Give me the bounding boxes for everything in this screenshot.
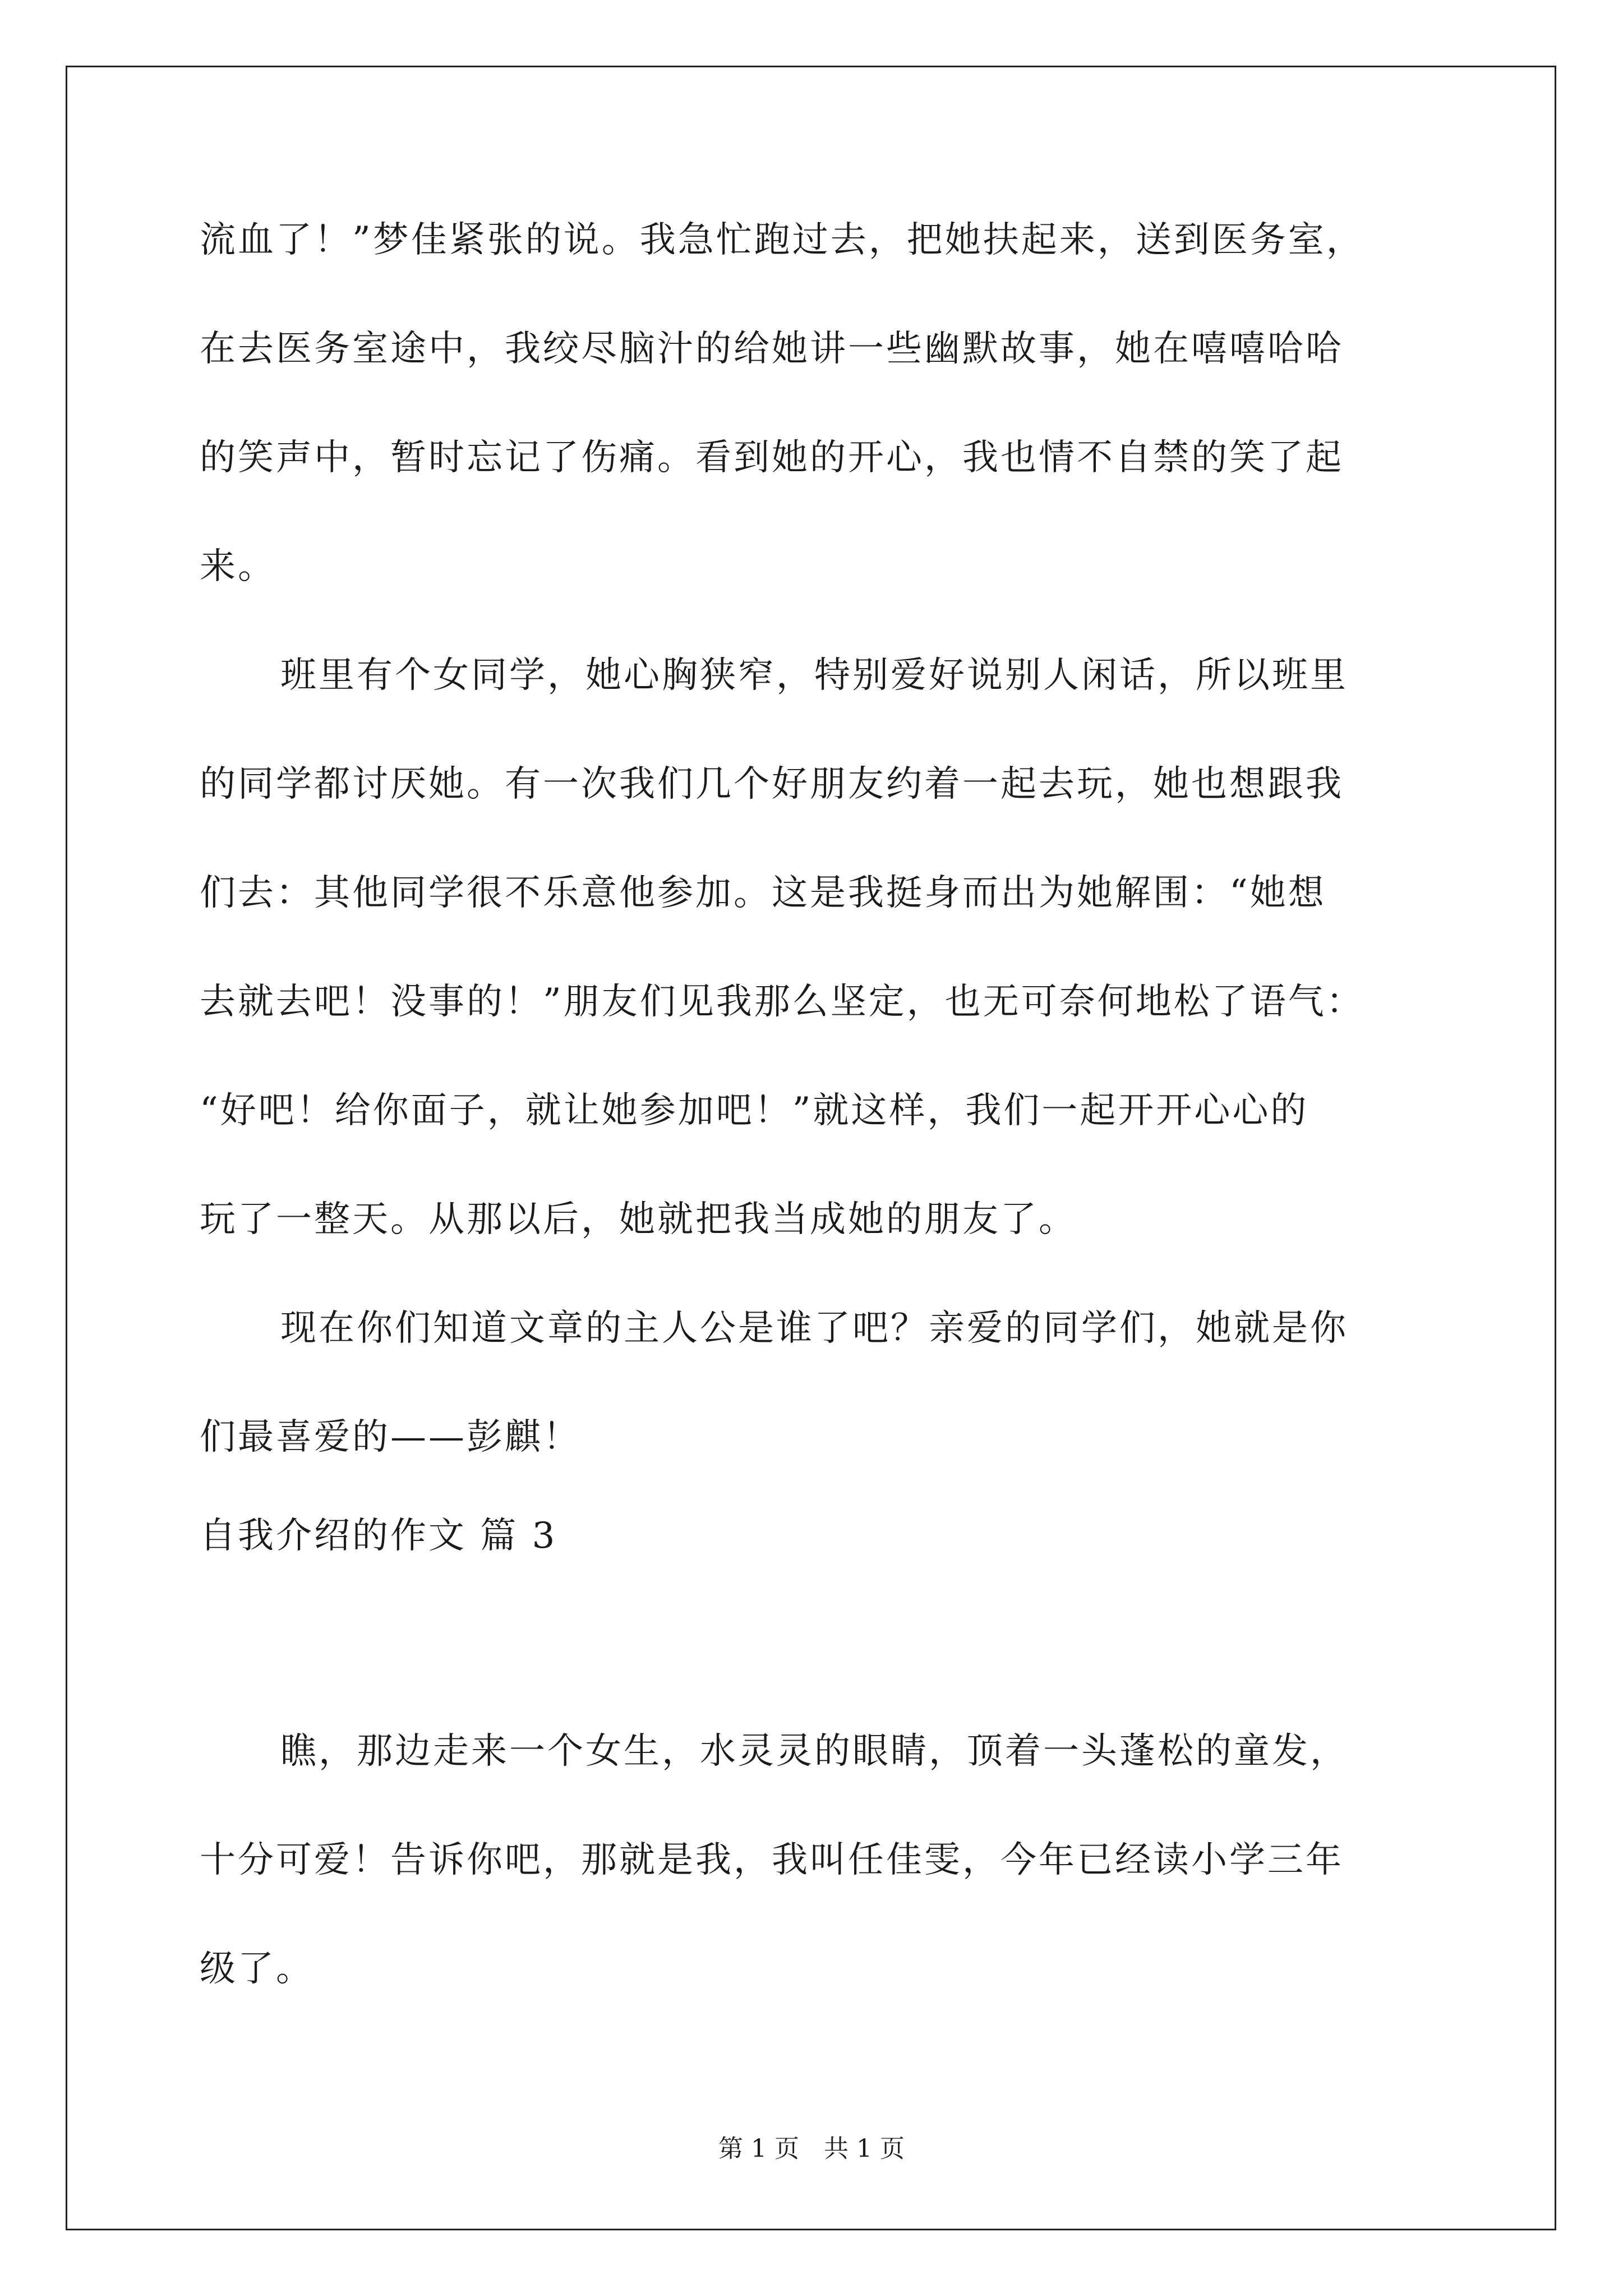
paragraph-1-line-4: 来。 (200, 546, 276, 587)
paragraph-1-line-1: 流血了！”梦佳紧张的说。我急忙跑过去，把她扶起来，送到医务室， (200, 219, 1364, 261)
page-border (66, 66, 1556, 2230)
paragraph-1-line-2: 在去医务室途中，我绞尽脑汁的给她讲一些幽默故事，她在嘻嘻哈哈 (200, 328, 1344, 370)
paragraph-4-line-3: 级了。 (200, 1948, 314, 1990)
paragraph-2-line-2: 的同学都讨厌她。有一次我们几个好朋友约着一起去玩，她也想跟我 (200, 763, 1344, 805)
paragraph-2-line-3: 们去：其他同学很不乐意他参加。这是我挺身而出为她解围：“她想 (200, 872, 1326, 914)
page-number-footer: 第 1 页 共 1 页 (718, 2134, 905, 2163)
paragraph-3-line-1: 现在你们知道文章的主人公是谁了吧？亲爱的同学们，她就是你 (280, 1308, 1348, 1349)
paragraph-1-line-3: 的笑声中，暂时忘记了伤痛。看到她的开心，我也情不自禁的笑了起 (200, 437, 1344, 478)
paragraph-2-line-6: 玩了一整天。从那以后，她就把我当成她的朋友了。 (200, 1199, 1077, 1240)
paragraph-4-line-1: 瞧，那边走来一个女生，水灵灵的眼睛，顶着一头蓬松的童发， (280, 1731, 1348, 1772)
paragraph-2-line-1: 班里有个女同学，她心胸狭窄，特别爱好说别人闲话，所以班里 (280, 655, 1348, 696)
paragraph-3-line-2: 们最喜爱的——彭麒！ (200, 1416, 581, 1458)
paragraph-2-line-5: “好吧！给你面子，就让她参加吧！”就这样，我们一起开开心心的 (200, 1090, 1309, 1131)
paragraph-2-line-4: 去就去吧！没事的！”朋友们见我那么坚定，也无可奈何地松了语气： (200, 981, 1364, 1023)
paragraph-4-line-2: 十分可爱！告诉你吧，那就是我，我叫任佳雯，今年已经读小学三年 (200, 1839, 1344, 1881)
section-heading: 自我介绍的作文 篇 3 (200, 1515, 557, 1557)
